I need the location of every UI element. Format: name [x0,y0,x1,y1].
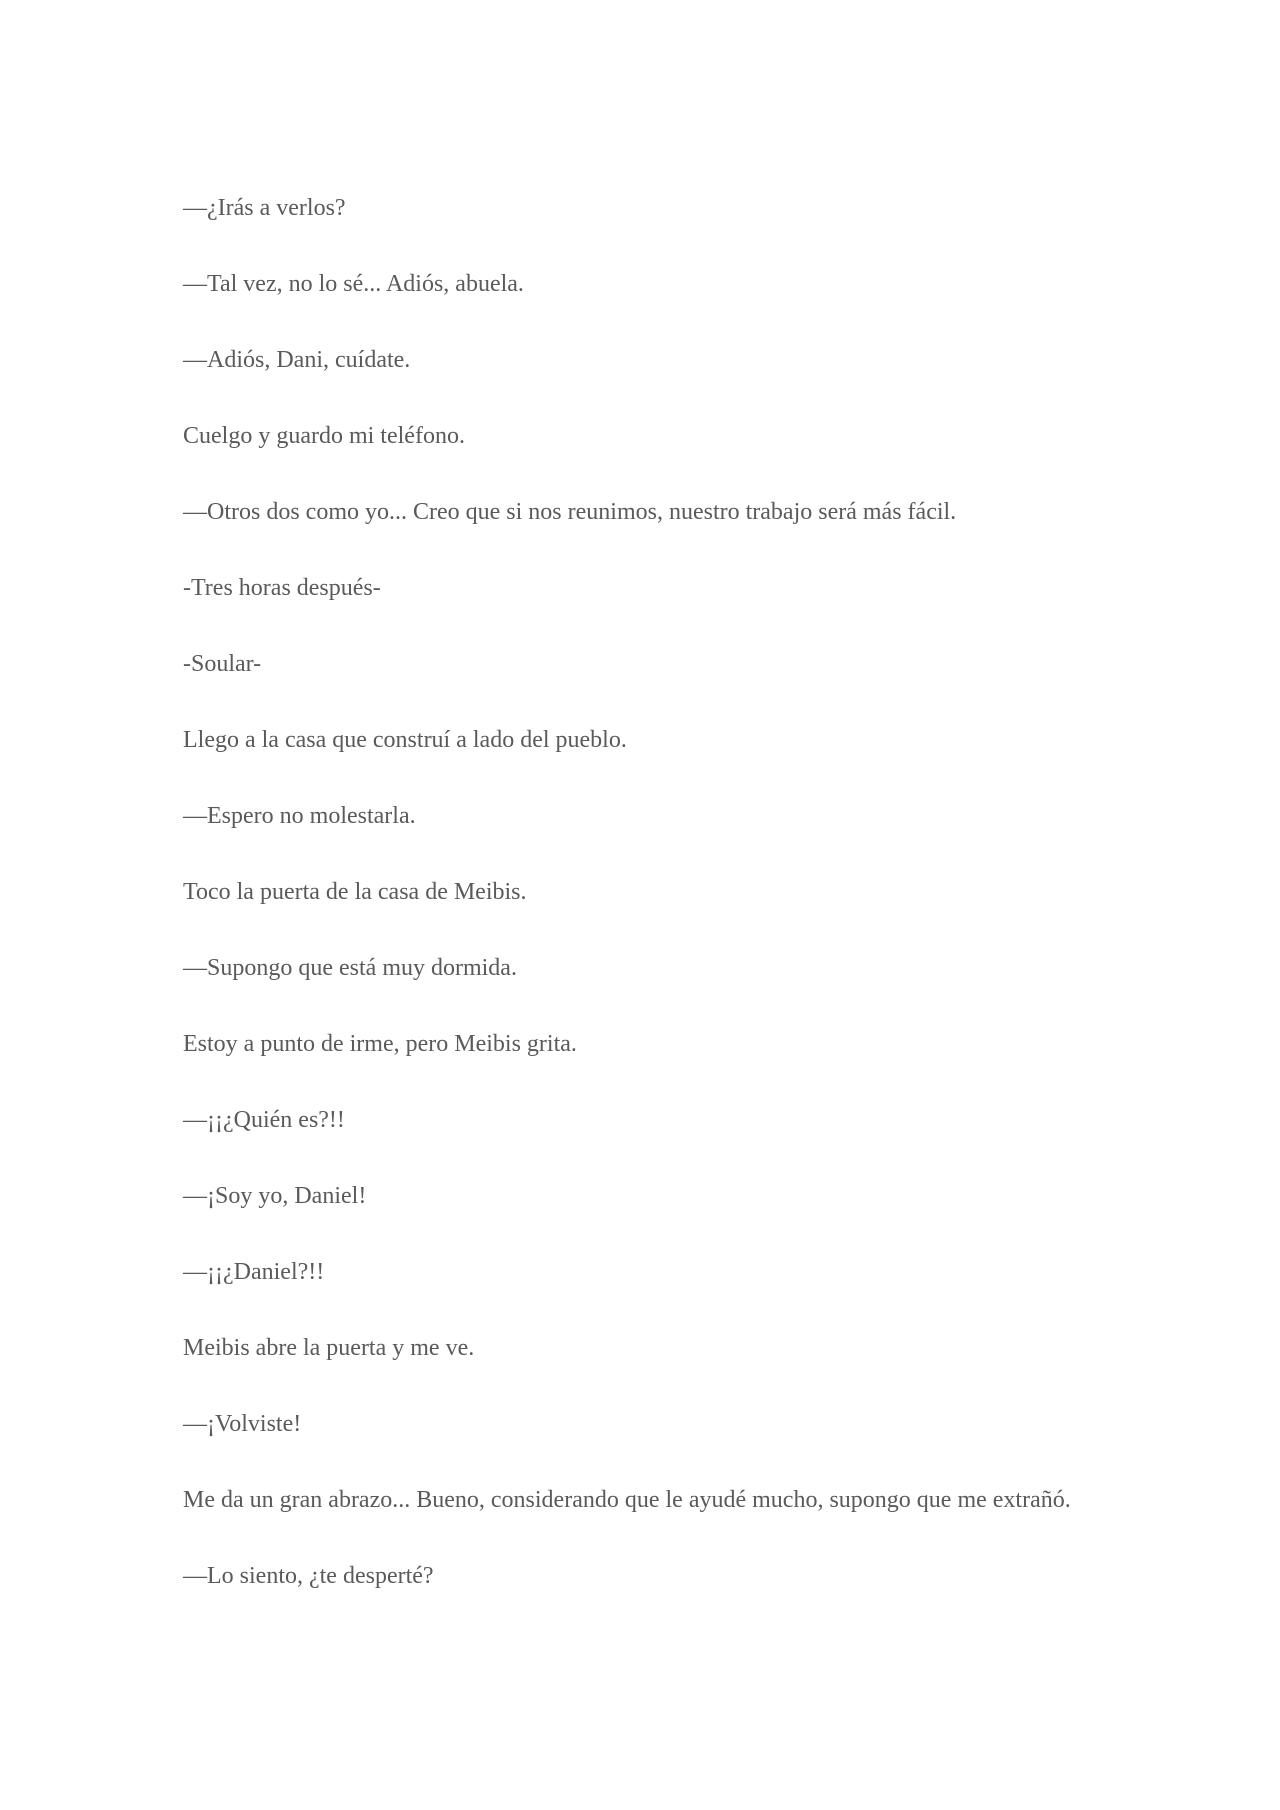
paragraph-1: —¿Irás a verlos? [183,195,346,221]
paragraph-3: —Adiós, Dani, cuídate. [183,347,411,373]
text-body [183,178,1083,1622]
paragraph-14: —¡Soy yo, Daniel! [183,1183,367,1209]
paragraph-11: —Supongo que está muy dormida. [183,955,517,981]
paragraph-4: Cuelgo y guardo mi teléfono. [183,423,465,449]
paragraph-16: Meibis abre la puerta y me ve. [183,1335,475,1361]
paragraph-5: —Otros dos como yo... Creo que si nos reunimos, nuestro trabajo será más fácil. [183,499,957,525]
paragraph-12: Estoy a punto de irme, pero Meibis grita. [183,1031,577,1057]
paragraph-15: —¡¡¿Daniel?!! [183,1259,325,1285]
paragraph-17: —¡Volviste! [183,1411,302,1437]
paragraph-13: —¡¡¿Quién es?!! [183,1107,345,1133]
paragraph-19: —Lo siento, ¿te desperté? [183,1563,434,1589]
paragraph-10: Toco la puerta de la casa de Meibis. [183,879,527,905]
paragraph-6: -Tres horas después- [183,575,381,601]
paragraph-7: -Soular- [183,651,262,677]
paragraph-18: Me da un gran abrazo... Bueno, considerando que le ayudé mucho, supongo que me extrañó. [183,1487,1071,1513]
paragraph-8: Llego a la casa que construí a lado del pueblo. [183,727,627,753]
paragraph-2: —Tal vez, no lo sé... Adiós, abuela. [183,271,524,297]
paragraph-9: —Espero no molestarla. [183,803,416,829]
